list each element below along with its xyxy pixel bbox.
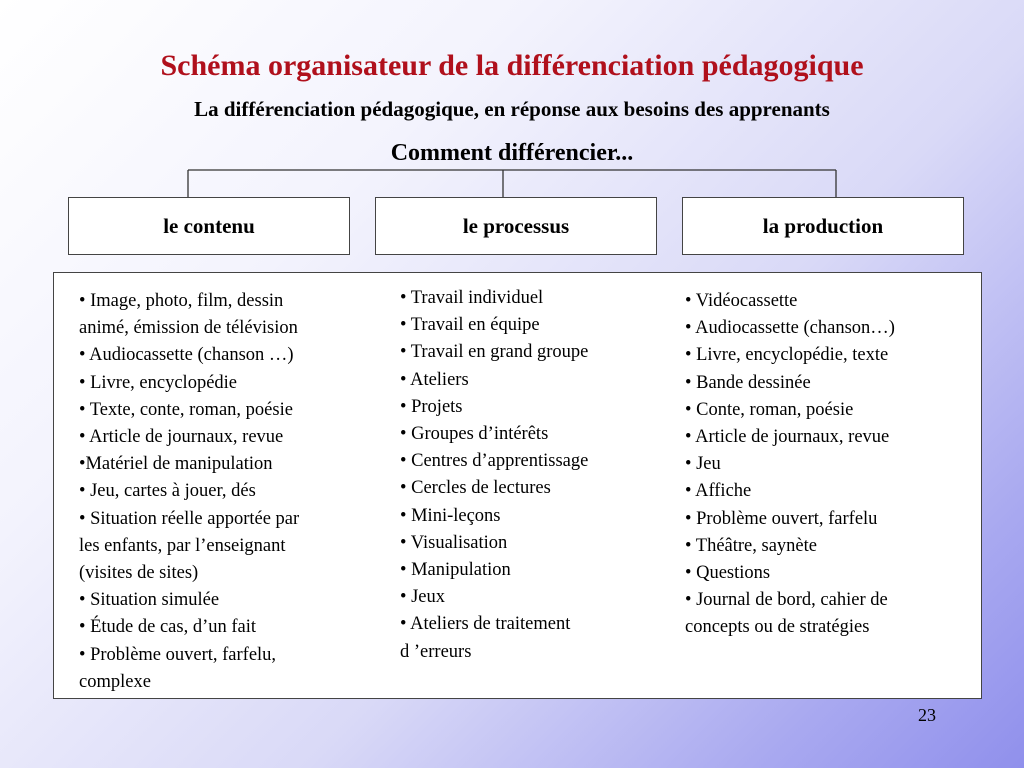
list-item: • Ateliers [400,369,469,390]
list-item: • Texte, conte, roman, poésie [79,399,293,420]
list-item: • Situation réelle apportée par [79,508,300,529]
list-item: • Livre, encyclopédie [79,372,237,393]
list-item: • Questions [685,563,771,584]
list-item: • Travail individuel [400,288,544,308]
list-item: • Journal de bord, cahier de [685,590,888,611]
list-item: • Livre, encyclopédie, texte [685,345,889,366]
question-heading: Comment différencier... [390,140,634,166]
list-item: animé, émission de télévision [79,318,298,339]
list-item: • Conte, roman, poésie [685,399,854,420]
list-item: • Étude de cas, d’un fait [79,617,257,638]
category-label-processus: le processus [462,213,570,238]
list-item: complexe [79,671,151,692]
category-box-contenu [68,197,350,255]
list-item: • Situation simulée [79,590,220,611]
category-box-processus [375,197,657,255]
list-item: • Audiocassette (chanson …) [79,345,294,366]
list-item: • Article de journaux, revue [79,427,284,448]
list-item: • Ateliers de traitement [400,614,571,635]
list-contenu [79,288,299,696]
list-item: • Mini-leçons [400,505,501,526]
list-production [685,288,895,642]
list-item: • Article de journaux, revue [685,427,890,448]
list-item: • Problème ouvert, farfelu [685,508,878,529]
slide-title: Schéma organisateur de la différenciation pédagogique [160,49,864,82]
list-item: • Jeu [685,454,721,475]
list-item: • Centres d’apprentissage [400,451,589,472]
list-item: • Projets [400,396,463,417]
list-item: concepts ou de stratégies [685,617,870,638]
list-item: • Jeu, cartes à jouer, dés [79,481,256,502]
list-item: • Jeux [400,587,446,608]
list-item: (visites de sites) [79,563,199,584]
category-label-contenu: le contenu [163,213,255,238]
list-item: • Vidéocassette [685,291,798,311]
list-item: • Affiche [685,481,752,502]
list-item: • Image, photo, film, dessin [79,291,284,311]
list-item: d ’erreurs [400,641,472,662]
page-number: 23 [918,705,936,725]
category-box-production [682,197,964,255]
list-item: les enfants, par l’enseignant [79,535,286,556]
list-item: • Groupes d’intérêts [400,424,549,445]
list-item: • Cercles de lectures [400,478,551,499]
list-item: • Problème ouvert, farfelu, [79,644,277,665]
list-item: • Travail en équipe [400,315,540,336]
list-item: •Matériel de manipulation [79,454,273,475]
list-item: • Travail en grand groupe [400,342,589,363]
list-item: • Théâtre, saynète [685,535,817,556]
list-item: • Audiocassette (chanson…) [685,318,895,339]
category-label-production: la production [762,213,884,238]
list-processus [400,285,588,666]
list-item: • Bande dessinée [685,372,811,393]
slide-subtitle: La différenciation pédagogique, en réponse aux besoins des apprenants [194,97,830,121]
list-item: • Manipulation [400,560,511,581]
list-item: • Visualisation [400,532,508,553]
